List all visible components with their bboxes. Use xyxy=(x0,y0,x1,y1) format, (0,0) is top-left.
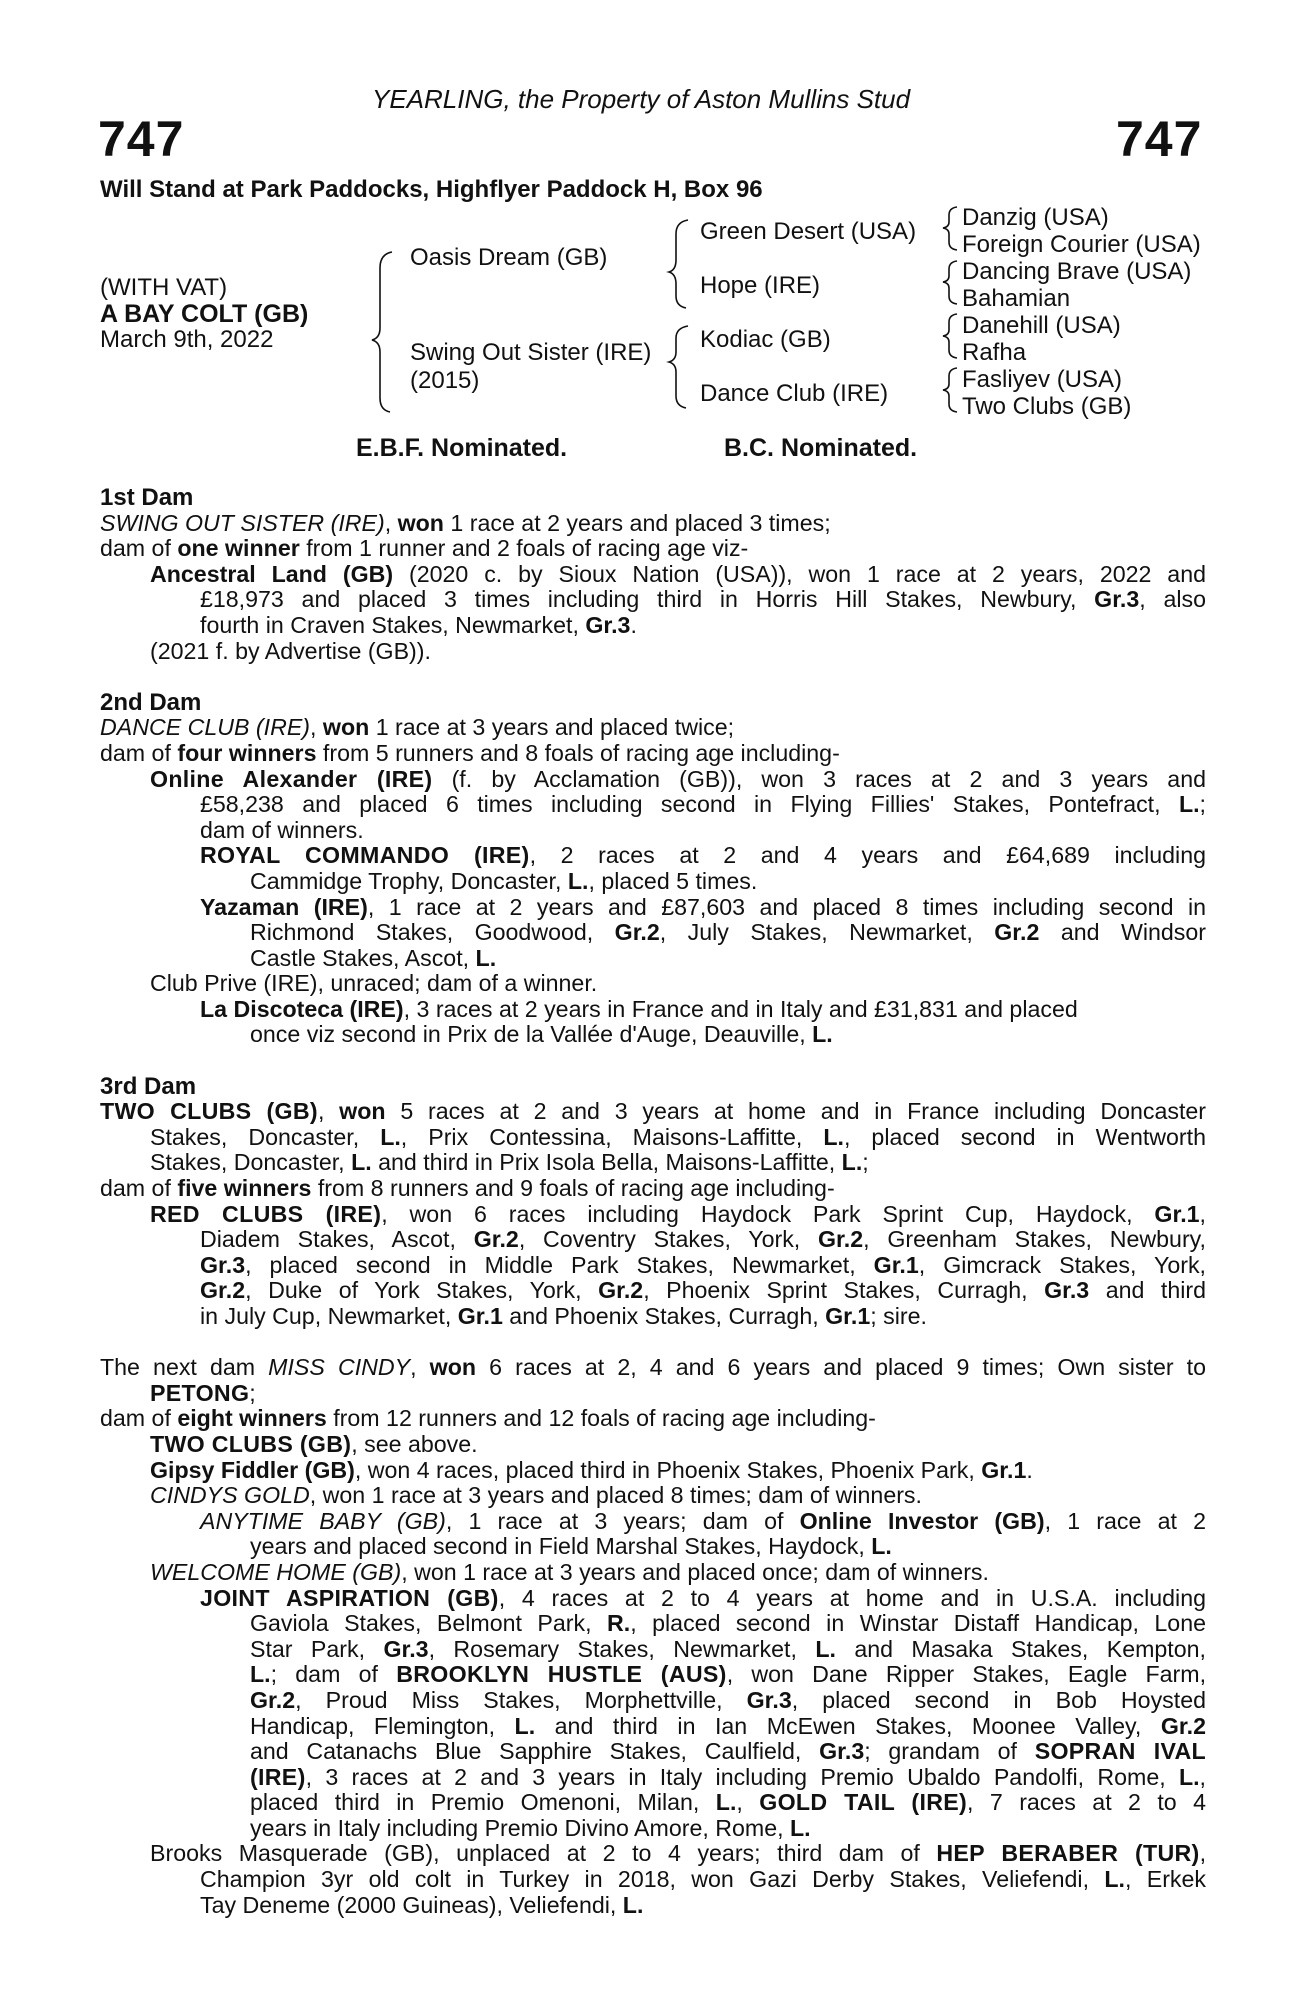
first-dam-produce: dam of one winner from 1 runner and 2 foals of racing age viz- xyxy=(100,535,749,562)
vat-note: (WITH VAT) xyxy=(100,274,228,301)
third-dam-title: 3rd Dam xyxy=(100,1072,197,1100)
lot-number-right: 747 xyxy=(1116,111,1203,167)
dam-dam: Dance Club (IRE) xyxy=(700,380,889,407)
next-dam-entry: The next dam MISS CINDY, won 6 races at 2, 4 and 6 years and placed 9 times; Own sister to PETONG; xyxy=(100,1354,1207,1406)
next-dam-produce: dam of eight winners from 12 runners and 12 foals of racing age including- xyxy=(100,1405,876,1432)
second-dam-line: DANCE CLUB (IRE), won 1 race at 3 years and placed twice; xyxy=(100,714,735,741)
third-dam-produce: dam of five winners from 8 runners and 9 foals of racing age including- xyxy=(100,1175,835,1202)
granddam-2: Foreign Courier (USA) xyxy=(962,231,1201,258)
dam: Swing Out Sister (IRE) xyxy=(410,339,652,366)
horse-dob: March 9th, 2022 xyxy=(100,326,274,353)
sire-dam: Hope (IRE) xyxy=(700,272,821,299)
granddam-6: Rafha xyxy=(962,339,1027,366)
second-dam-title: 2nd Dam xyxy=(100,688,202,716)
horse-name: A BAY COLT (GB) xyxy=(100,300,309,328)
second-dam-produce: dam of four winners from 5 runners and 8 foals of racing age including- xyxy=(100,739,840,766)
grandsire-7: Fasliyev (USA) xyxy=(962,366,1123,393)
granddam-4: Bahamian xyxy=(962,285,1071,312)
produce-entry: Online Alexander (IRE) (f. by Acclamation (GB)), won 3 races at 2 and 3 years and £58,238 and placed 6 times including second in Flying Fillies' Stakes, Pontefract, L.; dam of winners. ROYAL COMMANDO (IRE), 2 races at 2 and 4 years and £64,689 including Cammidge Trophy, Doncaster, L., placed 5 times. Yazaman (IRE), 1 race at 2 years and £87,603 and placed 8 times including second in Richmond Stakes, Goodwood, Gr.2, July Stakes, Newmarket, Gr.2 and Windsor Castle Stakes, Ascot, L. Club Prive (IRE), unraced; dam of a winner. La Discoteca (IRE), 3 races at 2 years in France and in Italy and £31,831 and placed once viz second in Prix de la Vallée d'Auge, Deauville, L. xyxy=(150,765,1206,1048)
catalogue-body xyxy=(100,485,1206,1918)
property-line: YEARLING, the Property of Aston Mullins Stud xyxy=(372,84,911,114)
third-dam-entry: TWO CLUBS (GB), won 5 races at 2 and 3 years at home and in France including Doncaster Stakes, Doncaster, L., Prix Contessina, Maisons-Laffitte, L., placed second in Wentworth Stakes, Doncaster, L. and third in Prix Isola Bella, Maisons-Laffitte, L.; xyxy=(100,1098,1206,1176)
sire-sire: Green Desert (USA) xyxy=(700,218,917,245)
sire: Oasis Dream (GB) xyxy=(410,244,608,271)
bc-nominated: B.C. Nominated. xyxy=(724,434,918,462)
grandsire-5: Danehill (USA) xyxy=(962,312,1121,339)
produce-entry: RED CLUBS (IRE), won 6 races including Haydock Park Sprint Cup, Haydock, Gr.1, Diadem Stakes, Ascot, Gr.2, Coventry Stakes, York, Gr.2, Greenham Stakes, Newbury, Gr.3, placed second in Middle Park Stakes, Newmarket, Gr.1, Gimcrack Stakes, York, Gr.2, Duke of York Stakes, York, Gr.2, Phoenix Sprint Stakes, Curragh, Gr.3 and third in July Cup, Newmarket, Gr.1 and Phoenix Stakes, Curragh, Gr.1; sire. xyxy=(150,1200,1206,1329)
lot-number-left: 747 xyxy=(98,111,185,167)
stand-line: Will Stand at Park Paddocks, Highflyer Paddock H, Box 96 xyxy=(100,176,763,203)
granddam-8: Two Clubs (GB) xyxy=(962,393,1132,420)
grandsire-3: Dancing Brave (USA) xyxy=(962,258,1192,285)
produce-entry: Ancestral Land (GB) (2020 c. by Sioux Nation (USA)), won 1 race at 2 years, 2022 and £18,973 and placed 3 times including third in Horris Hill Stakes, Newbury, Gr.3, also fourth in Craven Stakes, Newmarket, Gr.3. (2021 f. by Advertise (GB)). xyxy=(150,560,1206,664)
first-dam-line: SWING OUT SISTER (IRE), won 1 race at 2 years and placed 3 times; xyxy=(100,509,831,536)
dam-sire: Kodiac (GB) xyxy=(700,326,831,353)
first-dam-title: 1st Dam xyxy=(100,484,194,511)
ebf-nominated: E.B.F. Nominated. xyxy=(356,434,568,462)
pedigree-braces xyxy=(0,0,1314,420)
grandsire-1: Danzig (USA) xyxy=(962,204,1109,231)
produce-entry: TWO CLUBS (GB), see above. Gipsy Fiddler (GB), won 4 races, placed third in Phoenix Stakes, Phoenix Park, Gr.1. CINDYS GOLD, won 1 race at 3 years and placed 8 times; dam of winners. ANYTIME BABY (GB), 1 race at 3 years; dam of Online Investor (GB), 1 race at 2 years and placed second in Field Marshal Stakes, Haydock, L. WELCOME HOME (GB), won 1 race at 3 years and placed once; dam of winners. JOINT ASPIRATION (GB), 4 races at 2 to 4 years at home and in U.S.A. including Gaviola Stakes, Belmont Park, R., placed second in Winstar Distaff Handicap, Lone Star Park, Gr.3, Rosemary Stakes, Newmarket, L. and Masaka Stakes, Kempton, L.; dam of BROOKLYN HUSTLE (AUS), won Dane Ripper Stakes, Eagle Farm, Gr.2, Proud Miss Stakes, Morphettville, Gr.3, placed second in Bob Hoysted Handicap, Flemington, L. and third in Ian McEwen Stakes, Moonee Valley, Gr.2 and Catanachs Blue Sapphire Stakes, Caulfield, Gr.3; grandam of SOPRAN IVAL (IRE), 3 races at 2 and 3 years in Italy including Premio Ubaldo Pandolfi, Rome, L., placed third in Premio Omenoni, Milan, L., GOLD TAIL (IRE), 7 races at 2 to 4 years in Italy including Premio Divino Amore, Rome, L. Brooks Masquerade (GB), unplaced at 2 to 4 years; third dam of HEP BERABER (TUR), Champion 3yr old colt in Turkey in 2018, won Gazi Derby Stakes, Veliefendi, L., Erkek Tay Deneme (2000 Guineas), Veliefendi, L. xyxy=(150,1430,1207,1918)
dam-year: (2015) xyxy=(410,367,480,394)
